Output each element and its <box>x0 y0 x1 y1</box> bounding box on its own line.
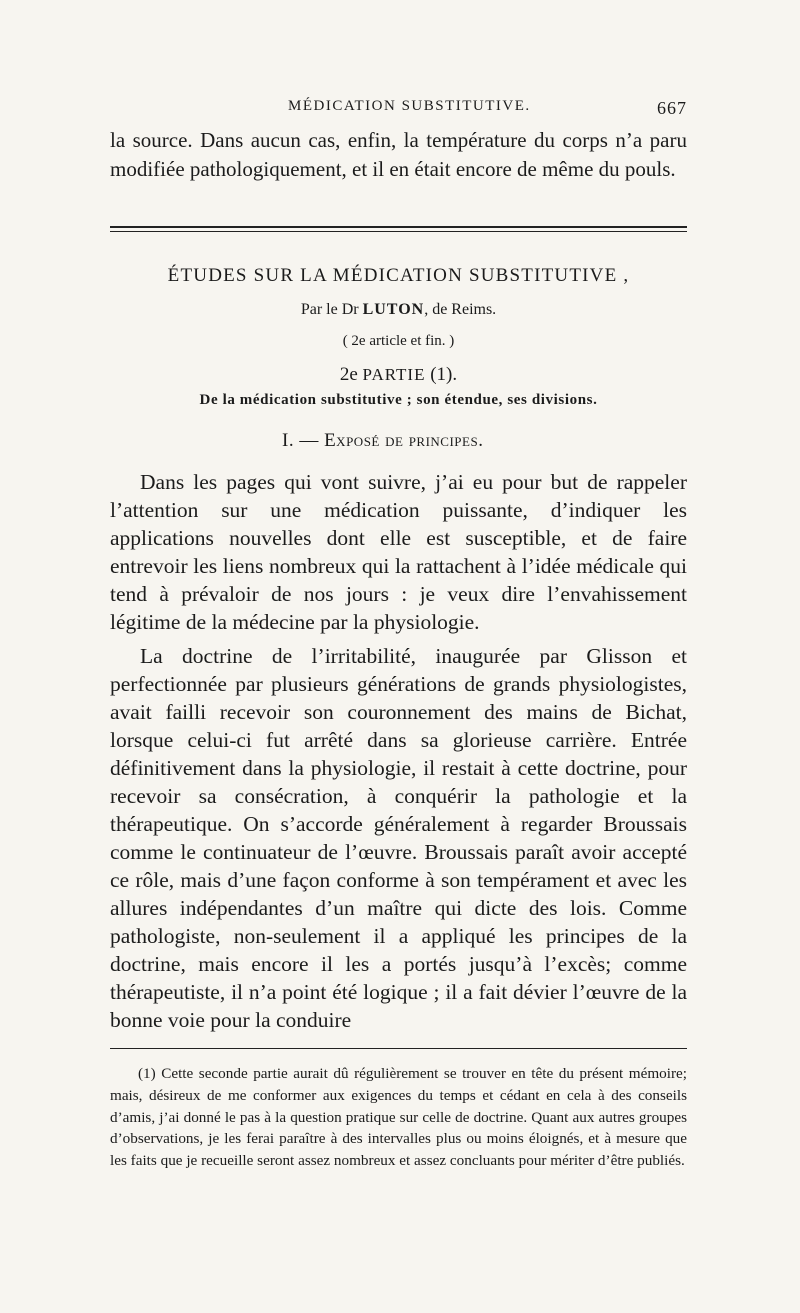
section-subtitle: De la médication substitutive ; son étendue, ses divisions. <box>199 392 598 408</box>
section-number: I. — <box>282 430 319 451</box>
byline-prefix: Par le Dr <box>300 301 359 318</box>
double-rule-divider <box>110 226 687 232</box>
article-title: ÉTUDES SUR LA MÉDICATION SUBSTITUTIVE , <box>167 265 630 286</box>
article-note: ( 2e article et fin. ) <box>342 333 455 349</box>
body-paragraph: Dans les pages qui vont suivre, j’ai eu pour but de rappeler l’attention sur une médication puissante, d’indiquer les applications nouvelles dont elle est susceptible, et de faire entrevoir les liens nombreux qui la rattachent à l’idée médicale qui tend à prévaloir de nos jours : je veux dire l’envahissement légitime de la médecine par la physiologie. <box>110 470 687 634</box>
part-footnote-ref: (1). <box>430 364 458 385</box>
byline-suffix: , de Reims. <box>424 301 497 318</box>
part-number: 2e <box>339 364 358 385</box>
footnote: (1) Cette seconde partie aurait dû régulièrement se trouver en tête du présent mémoire; mais, désireux de me conformer aux exigences du temps et cédant en cela à des conseils d’amis, j’ai donné le pas à la question pratique sur celle de doctrine. Quant aux autres groupes d’observations, je les ferai paraître à des intervalles plus ou moins éloignés, et à mesure que les faits que je recueille seront assez nombreux et assez concluants pour mériter d’être publiés. <box>110 1065 687 1170</box>
section-heading <box>282 430 687 452</box>
body-paragraph: La doctrine de l’irritabilité, inaugurée par Glisson et perfectionnée par plusieurs générations de grands physiologistes, avait failli recevoir son couronnement des mains de Bichat, lorsque celui-ci fut arrêté dans sa glorieuse carrière. Entrée définitivement dans la physiologie, il restait à cette doctrine, pour recevoir sa consécration, à conquérir la pathologie et la thérapeutique. On s’accorde généralement à regarder Broussais comme le continuateur de l’œuvre. Broussais paraît avoir accepté ce rôle, mais d’une façon conforme à son tempérament et avec les allures indépendantes d’un maître qui dicte des lois. Comme pathologiste, non-seulement il a appliqué les principes de la doctrine, mais encore il les a portés jusqu’à l’excès; comme thérapeutiste, il n’a point été logique ; il a fait dévier l’œuvre de la bonne voie pour la conduire <box>110 644 687 1032</box>
section-title: Exposé de principes. <box>324 430 484 451</box>
lead-paragraph: la source. Dans aucun cas, enfin, la température du corps n’a paru modifiée pathologiquement, et il en était encore de même du pouls. <box>110 128 687 181</box>
running-head <box>110 98 687 118</box>
book-page <box>0 98 800 1313</box>
footnote-rule <box>110 1048 687 1049</box>
running-title: MÉDICATION SUBSTITUTIVE. <box>288 98 531 114</box>
author-name: LUTON <box>362 301 425 318</box>
part-label: PARTIE <box>362 365 426 384</box>
part-title <box>110 364 687 386</box>
byline <box>110 301 687 319</box>
page-number: 667 <box>657 98 687 118</box>
